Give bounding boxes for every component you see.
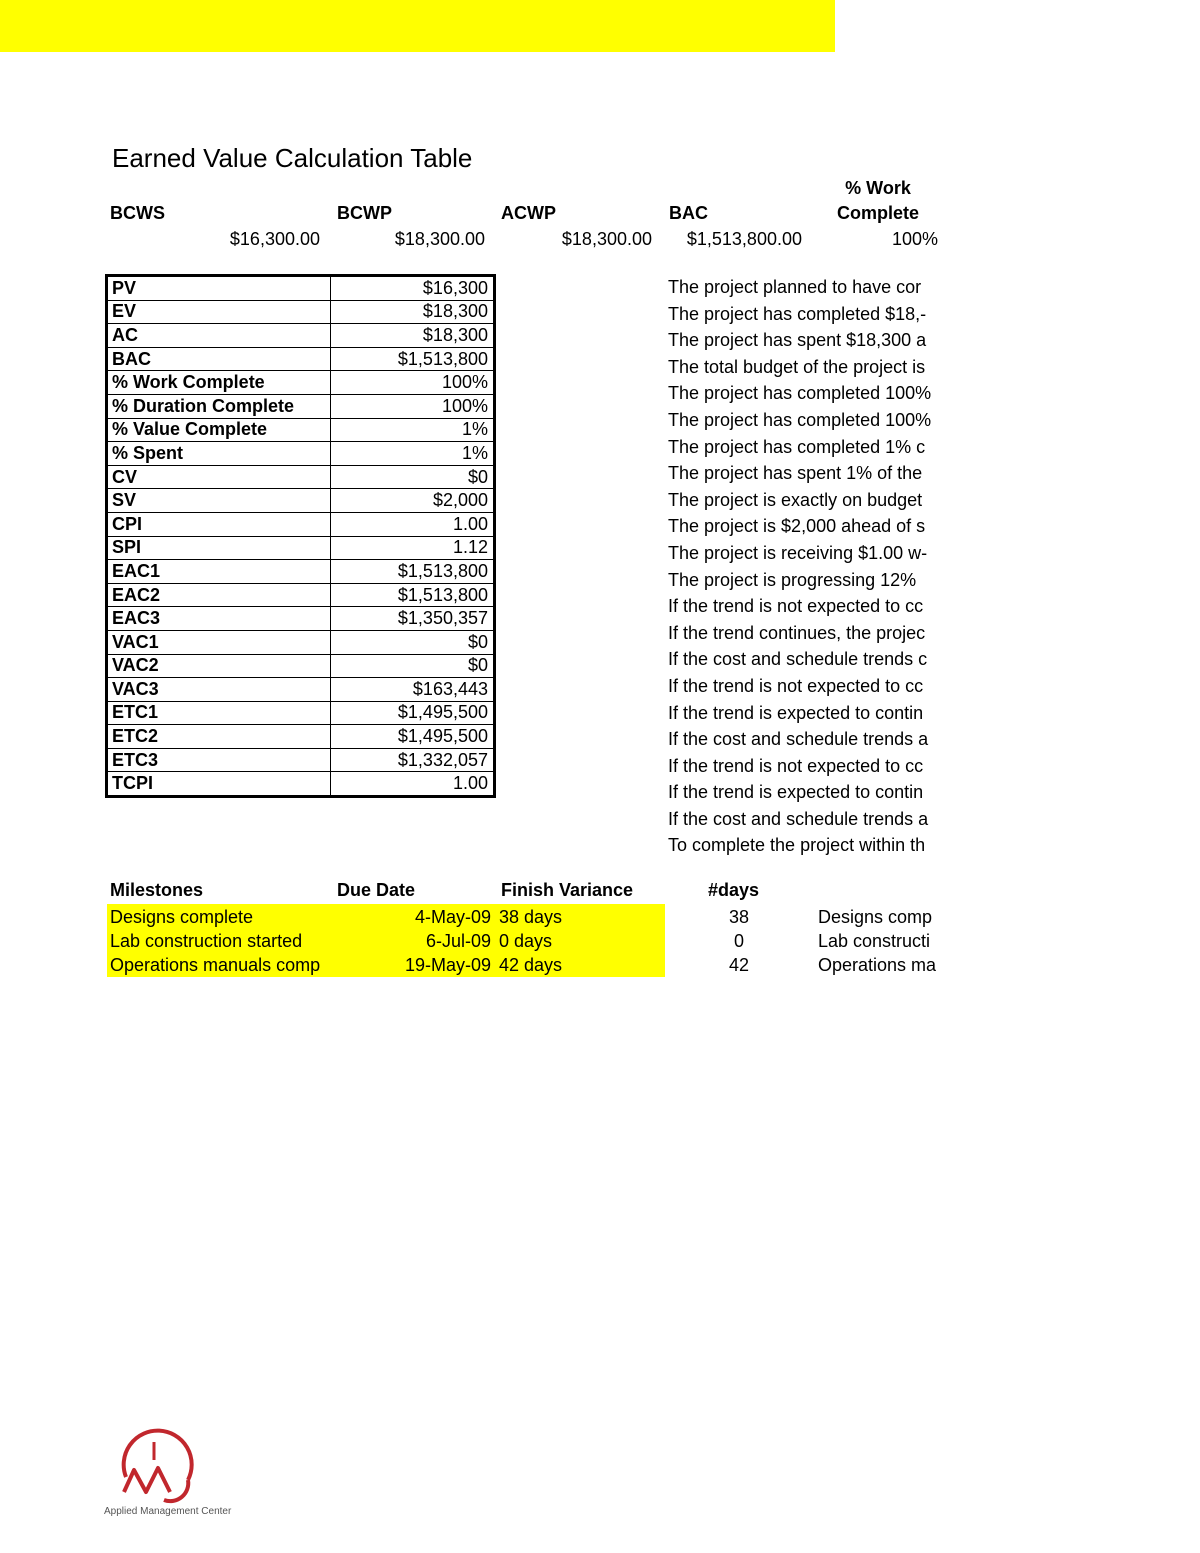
metric-name: BAC [107, 347, 331, 371]
metric-value: $1,350,357 [331, 607, 495, 631]
value-bac: $1,513,800.00 [686, 229, 802, 249]
metric-name: CPI [107, 512, 331, 536]
value-work-complete: 100% [891, 229, 938, 249]
milestone-row [0, 953, 942, 977]
metric-value: $1,495,500 [331, 701, 495, 725]
metric-row [107, 583, 495, 607]
milestone-note: Operations ma [818, 955, 937, 975]
milestone-finish-variance: 38 days [499, 907, 563, 927]
metric-value: $163,443 [331, 678, 495, 702]
metric-name: % Duration Complete [107, 394, 331, 418]
metric-description: The total budget of the project is [668, 356, 926, 377]
metric-description: To complete the project within th [668, 835, 926, 856]
metric-description: If the trend is not expected to cc [668, 755, 924, 776]
metric-description: The project has spent $18,300 a [668, 330, 927, 351]
value-acwp: $18,300.00 [561, 229, 652, 249]
metric-description: The project has completed 1% c [668, 436, 926, 457]
metric-name: CV [107, 465, 331, 489]
metric-name: SV [107, 489, 331, 513]
metric-description: If the cost and schedule trends a [668, 808, 929, 829]
metric-value: $1,513,800 [331, 583, 495, 607]
metric-description: If the trend continues, the projec [668, 622, 926, 643]
metric-row [107, 560, 495, 584]
metric-row [107, 394, 495, 418]
metric-row [107, 442, 495, 466]
metric-name: % Spent [107, 442, 331, 466]
metric-description: The project is progressing 12% [668, 569, 917, 590]
value-bcwp: $18,300.00 [394, 229, 485, 249]
milestone-due-date: 19-May-09 [404, 955, 491, 975]
metric-name: ETC2 [107, 725, 331, 749]
metric-name: % Value Complete [107, 418, 331, 442]
metric-name: % Work Complete [107, 371, 331, 395]
header-acwp: ACWP [501, 203, 556, 223]
metric-description: The project has completed 100% [668, 383, 932, 404]
metric-value: $0 [331, 465, 495, 489]
metric-name: VAC1 [107, 630, 331, 654]
metric-value: $18,300 [331, 300, 495, 324]
metric-row [107, 654, 495, 678]
metric-name: ETC1 [107, 701, 331, 725]
metric-value: 1.00 [331, 772, 495, 797]
metric-descriptions [668, 274, 942, 859]
milestone-name: Operations manuals comp [110, 955, 321, 975]
milestone-note: Lab constructi [818, 931, 931, 951]
metric-description: The project has completed 100% [668, 409, 932, 430]
metric-description: If the trend is not expected to cc [668, 596, 924, 617]
metric-name: VAC2 [107, 654, 331, 678]
metric-name: EAC1 [107, 560, 331, 584]
metric-name: AC [107, 324, 331, 348]
metric-name: PV [107, 276, 331, 301]
metric-description: If the cost and schedule trends a [668, 729, 929, 750]
value-bcws: $16,300.00 [229, 229, 320, 249]
header-work-line1: % Work [845, 178, 911, 198]
milestone-finish-variance: 42 days [499, 955, 563, 975]
metric-description: The project is exactly on budget [668, 489, 923, 510]
metric-description: If the trend is expected to contin [668, 702, 924, 723]
milestone-due-date: 6-Jul-09 [425, 931, 491, 951]
header-bac: BAC [669, 203, 708, 223]
metric-row [107, 324, 495, 348]
metric-value: 100% [331, 394, 495, 418]
milestone-days: 38 [728, 907, 750, 927]
metric-description: The project is $2,000 ahead of s [668, 516, 926, 537]
metric-description: If the cost and schedule trends c [668, 649, 928, 670]
metric-value: 100% [331, 371, 495, 395]
milestone-name: Lab construction started [110, 931, 303, 951]
header-bcwp: BCWP [337, 203, 392, 223]
metric-row [107, 465, 495, 489]
metric-row [107, 536, 495, 560]
metric-name: VAC3 [107, 678, 331, 702]
metrics-table [105, 274, 496, 798]
metric-name: EV [107, 300, 331, 324]
header-work-line2: Complete [836, 203, 919, 223]
metric-name: SPI [107, 536, 331, 560]
metric-value: $1,495,500 [331, 725, 495, 749]
metric-description: The project has completed $18,- [668, 303, 927, 324]
metric-row [107, 607, 495, 631]
metric-row [107, 489, 495, 513]
metric-row [107, 748, 495, 772]
metric-description: The project has spent 1% of the [668, 463, 923, 484]
metric-value: $2,000 [331, 489, 495, 513]
milestone-row [0, 905, 942, 929]
metric-value: 1% [331, 418, 495, 442]
metric-description: If the trend is not expected to cc [668, 675, 924, 696]
page-title: Earned Value Calculation Table [112, 143, 473, 173]
metric-value: 1.00 [331, 512, 495, 536]
metric-row [107, 772, 495, 797]
metric-description: The project is receiving $1.00 w- [668, 542, 928, 563]
metric-value: $0 [331, 630, 495, 654]
metric-row [107, 512, 495, 536]
metric-row [107, 276, 495, 301]
finish-variance-header: Finish Variance [501, 880, 634, 900]
metric-name: ETC3 [107, 748, 331, 772]
metric-value: $16,300 [331, 276, 495, 301]
metric-description: The project planned to have cor [668, 277, 922, 297]
days-header: #days [708, 880, 760, 900]
milestone-days: 0 [733, 931, 744, 951]
metric-value: 1% [331, 442, 495, 466]
milestone-days: 42 [728, 955, 750, 975]
metric-row [107, 678, 495, 702]
milestone-row [0, 929, 942, 953]
milestone-note: Designs comp [818, 907, 933, 927]
logo-text: Applied Management Center [104, 1506, 232, 1517]
metric-row [107, 371, 495, 395]
milestone-name: Designs complete [110, 907, 254, 927]
metric-value: $1,513,800 [331, 560, 495, 584]
summary-header-band [0, 0, 835, 52]
metric-value: $0 [331, 654, 495, 678]
metric-row [107, 300, 495, 324]
metric-value: $1,332,057 [331, 748, 495, 772]
metric-name: TCPI [107, 772, 331, 797]
milestones-header: Milestones [110, 880, 204, 900]
metric-row [107, 725, 495, 749]
metric-row [107, 347, 495, 371]
milestone-due-date: 4-May-09 [414, 907, 491, 927]
metric-row [107, 418, 495, 442]
metric-value: $18,300 [331, 324, 495, 348]
metric-name: EAC3 [107, 607, 331, 631]
due-date-header: Due Date [337, 880, 416, 900]
header-bcws: BCWS [110, 203, 165, 223]
metric-value: $1,513,800 [331, 347, 495, 371]
metric-value: 1.12 [331, 536, 495, 560]
milestone-finish-variance: 0 days [499, 931, 553, 951]
metric-description: If the trend is expected to contin [668, 782, 924, 803]
metric-row [107, 630, 495, 654]
metric-name: EAC2 [107, 583, 331, 607]
metric-row [107, 701, 495, 725]
